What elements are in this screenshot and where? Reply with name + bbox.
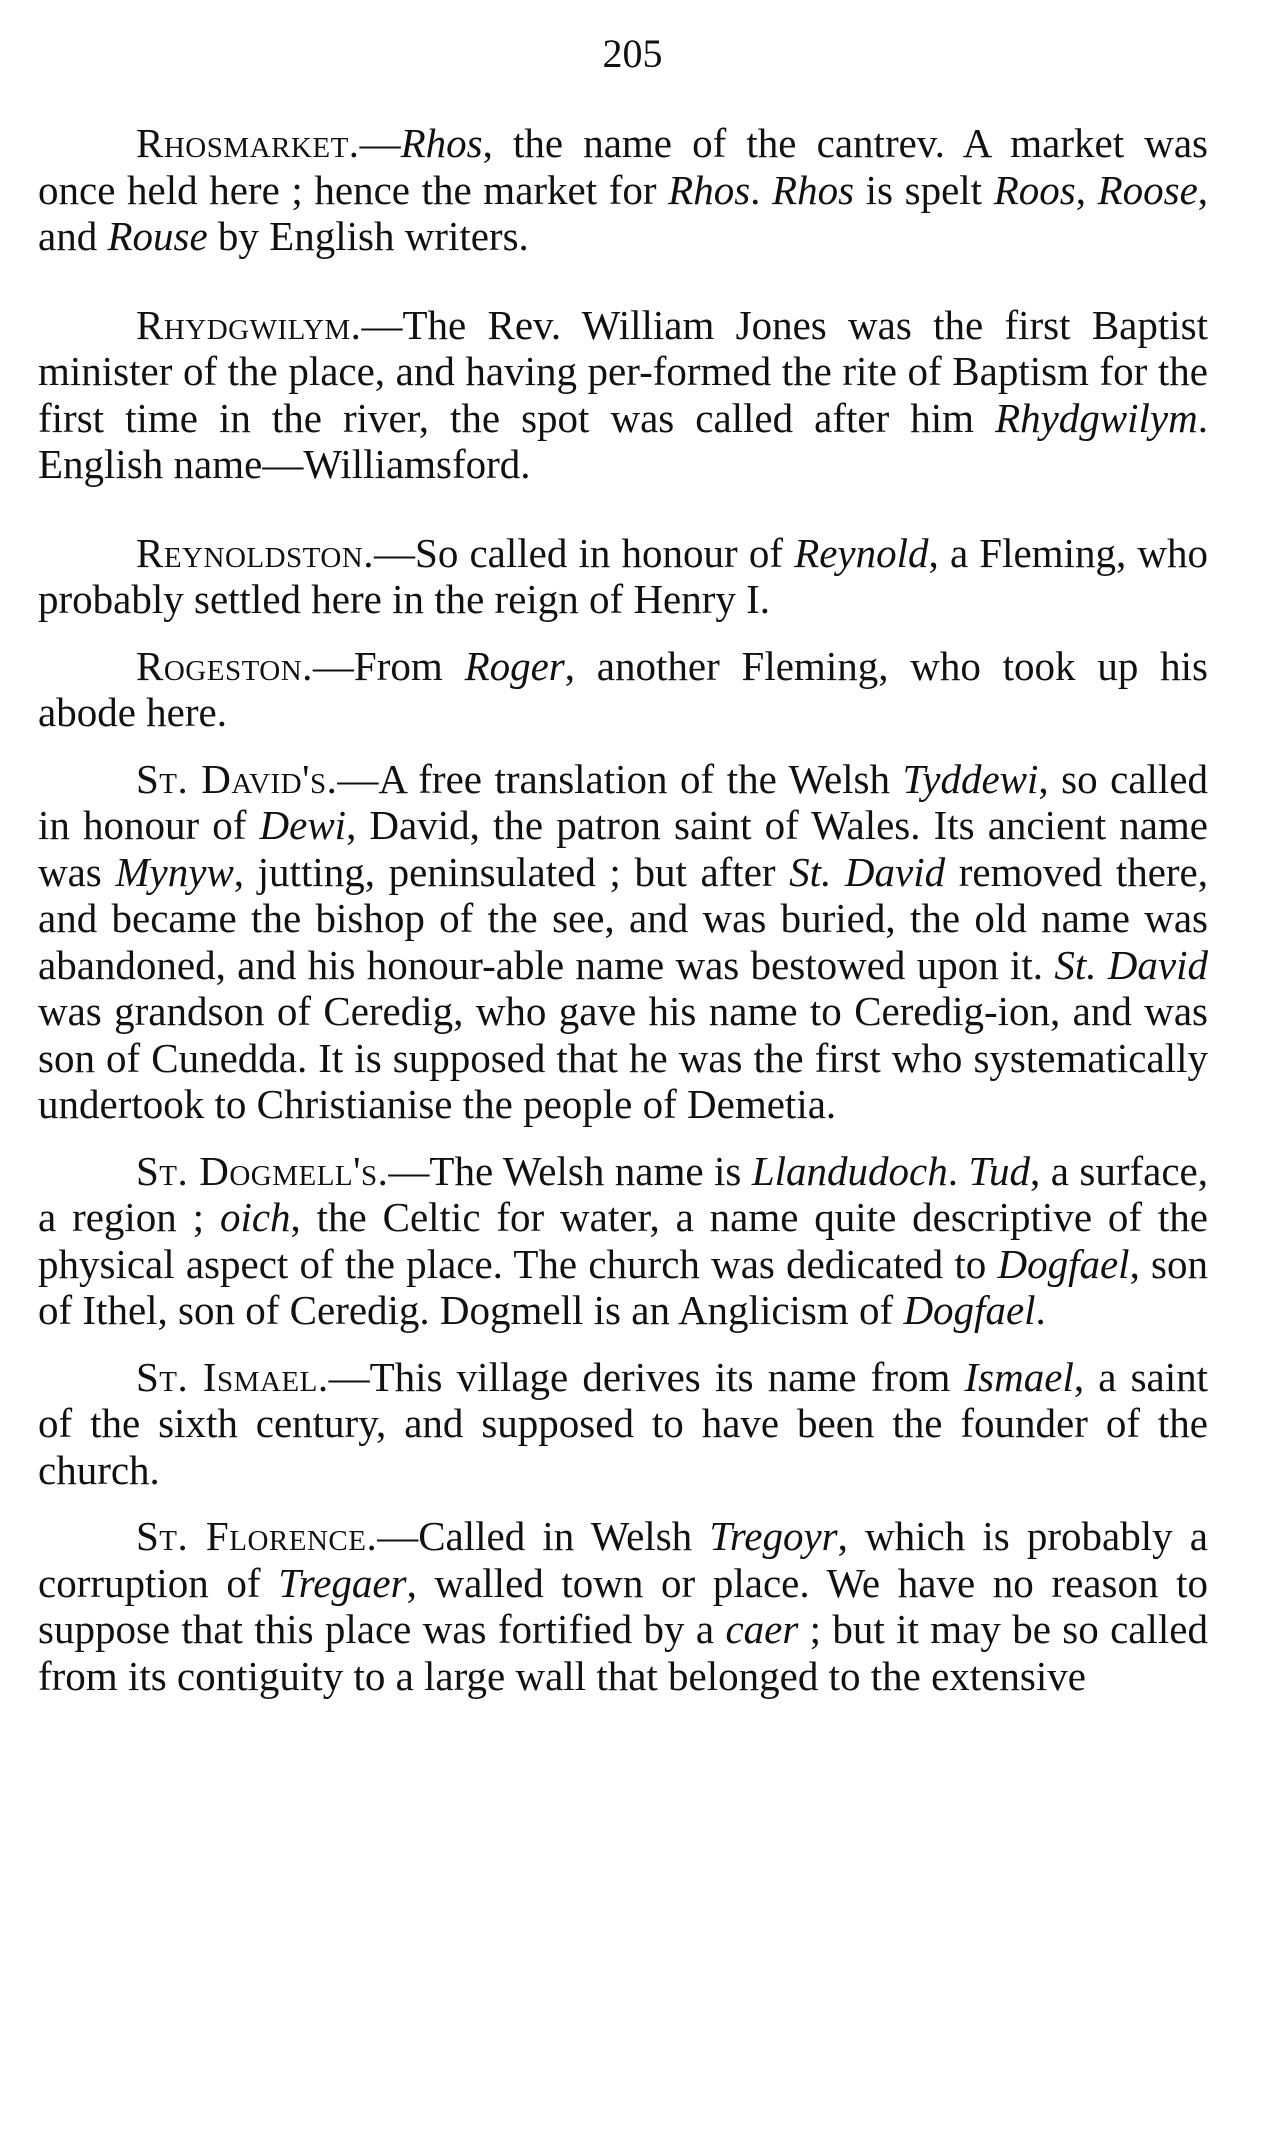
entry-paragraph xyxy=(38,1513,1208,1699)
italic-term: Dogfael xyxy=(997,1240,1130,1287)
entry-paragraph xyxy=(38,756,1208,1128)
italic-term: Rhos xyxy=(400,120,483,166)
entry-text: , so called in honour of xyxy=(38,755,1209,848)
entry-heading: Rhosmarket. xyxy=(136,120,360,166)
italic-term: Rhos xyxy=(772,166,855,213)
entry-text: . English name—Williamsford. xyxy=(38,394,1208,487)
italic-term: St. David xyxy=(789,848,946,895)
italic-term: caer xyxy=(725,1606,799,1652)
italic-term: Roger xyxy=(464,642,565,689)
italic-term: oich xyxy=(219,1194,291,1240)
entry-text: , a Fleming, who probably settled here in the reign of Henry I. xyxy=(38,529,1208,622)
entry-text: , son of Ithel, son of Ceredig. Dogmell is an Anglicism of xyxy=(38,1240,1208,1333)
entry-text: —A free translation of the Welsh xyxy=(337,755,903,802)
entry-text: —So called in honour of xyxy=(374,529,795,576)
entry-paragraph xyxy=(38,643,1208,736)
entry-text: removed there, and became the bishop of the see, and was buried, the old name was abandoned, and his honour-able name was bestowed upon it. xyxy=(38,848,1209,988)
entry-text: , a surface, a region ; xyxy=(38,1147,1209,1240)
entry-text: —The Welsh name is xyxy=(388,1147,752,1194)
entry-paragraph xyxy=(38,530,1208,623)
italic-term: Dewi xyxy=(259,802,347,848)
italic-term: Dogfael xyxy=(903,1287,1036,1333)
entry-text: ; but it may be so called from its contiguity to a large wall that belonged to the extensive xyxy=(38,1606,1208,1699)
entry-text: . xyxy=(947,1147,969,1194)
entry-heading: Reynoldston. xyxy=(136,529,375,576)
entry-text: , which is probably a corruption of xyxy=(38,1513,1208,1606)
entry-text: . xyxy=(1035,1287,1046,1333)
entry-paragraph xyxy=(38,1148,1208,1334)
entry-text: , the name of the cantrev. A market was once held here ; hence the market for xyxy=(38,120,1208,213)
italic-term: Rhydgwilym xyxy=(995,394,1198,441)
entry-text: — xyxy=(359,120,401,166)
italic-term: St. David xyxy=(1054,941,1209,988)
entry-text: . xyxy=(750,166,773,213)
italic-term: Roos xyxy=(993,166,1076,213)
entry-heading: St. David's. xyxy=(136,755,338,802)
text-column xyxy=(38,120,1208,1699)
entry-text: , jutting, peninsulated ; but after xyxy=(233,848,790,895)
italic-term: Llandudoch xyxy=(751,1147,948,1194)
entry-paragraph xyxy=(38,1354,1208,1494)
entry-text: , and xyxy=(38,166,1209,259)
entry-text: , xyxy=(1075,166,1098,213)
italic-term: Tud xyxy=(968,1147,1031,1194)
entry-text: , another Fleming, who took up his abode here. xyxy=(38,642,1208,735)
italic-term: Ismael xyxy=(964,1353,1074,1400)
entry-heading: St. Florence. xyxy=(136,1513,378,1559)
entry-heading: St. Ismael. xyxy=(136,1353,329,1400)
entry-text: , walled town or place. We have no reason to suppose that this place was fortified by a xyxy=(38,1559,1208,1652)
italic-term: Rhos xyxy=(668,166,751,213)
italic-term: Tyddewi xyxy=(902,755,1039,802)
italic-term: Tregoyr xyxy=(709,1513,838,1559)
entry-text: —Called in Welsh xyxy=(377,1513,710,1559)
italic-term: Mynyw xyxy=(115,848,234,895)
entry-text: —From xyxy=(312,642,465,689)
entry-text: by English writers. xyxy=(207,213,529,259)
italic-term: Roose xyxy=(1097,166,1198,213)
entry-paragraph xyxy=(38,302,1208,488)
italic-term: Rouse xyxy=(107,213,208,259)
entry-text: , David, the patron saint of Wales. Its ancient name was xyxy=(38,802,1208,895)
entry-heading: St. Dogmell's. xyxy=(136,1147,389,1194)
entry-text: was grandson of Ceredig, who gave his name to Ceredig-ion, and was son of Cunedda. It is supposed that he was the first who systematically undertook to Christianise the people of Demetia. xyxy=(38,988,1208,1127)
page-number: 205 xyxy=(602,31,663,76)
entry-heading: Rogeston. xyxy=(136,642,313,689)
entry-text: , a saint of the sixth century, and supposed to have been the founder of the church. xyxy=(38,1353,1209,1493)
entry-text: —This village derives its name from xyxy=(328,1353,965,1400)
entry-paragraph xyxy=(38,120,1208,260)
entry-text: is spelt xyxy=(854,166,994,213)
italic-term: Tregaer xyxy=(278,1559,407,1606)
entry-text: —The Rev. William Jones was the first Baptist minister of the place, and having per-formed the rite of Baptism for the first time in the river, the spot was called after him xyxy=(38,301,1208,441)
entry-heading: Rhydgwilym. xyxy=(136,301,362,348)
entry-text: , the Celtic for water, a name quite descriptive of the physical aspect of the place. The church was dedicated to xyxy=(38,1194,1208,1287)
italic-term: Reynold xyxy=(794,529,929,576)
